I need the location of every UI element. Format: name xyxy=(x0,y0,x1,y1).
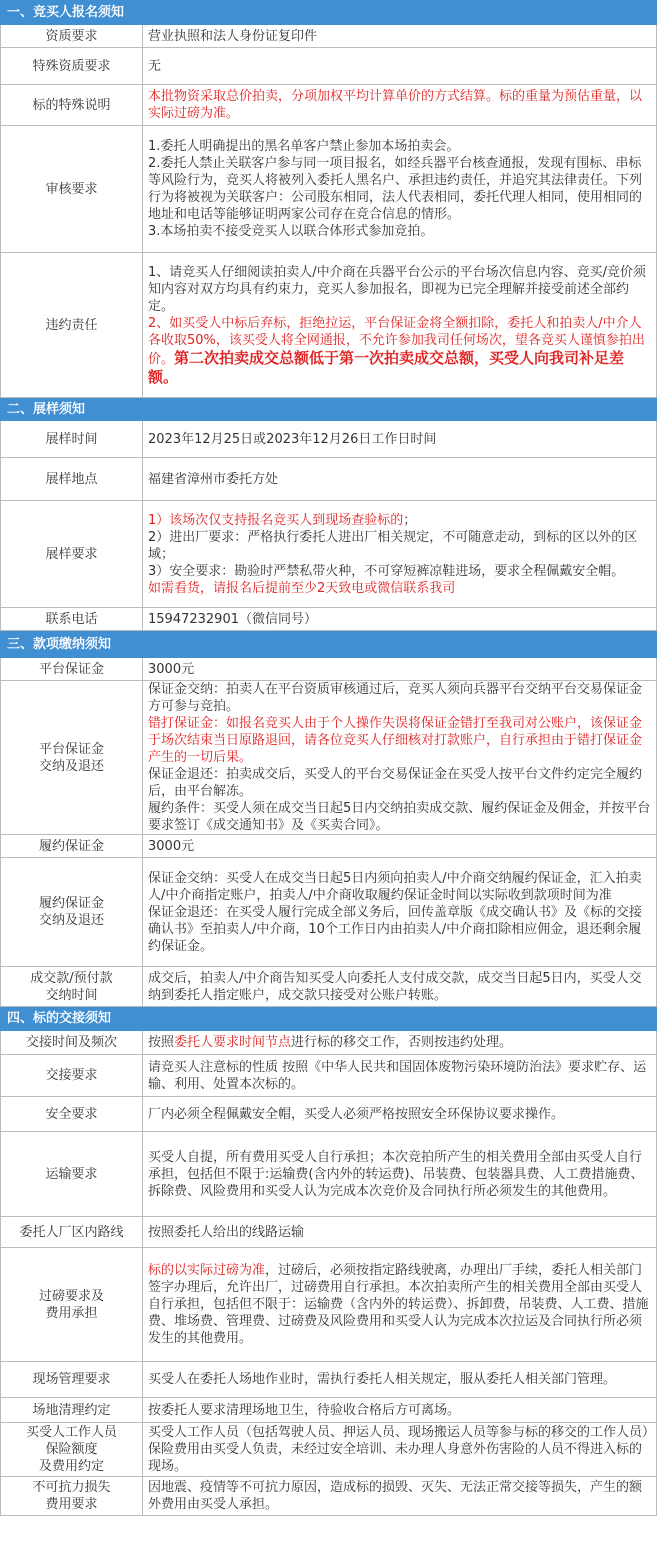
table-row xyxy=(1,1097,657,1132)
highlighted-text: 本批物资采取总价拍卖，分项加权平均计算单价的方式结算。标的重量为预估重量，以实际过磅为准。 xyxy=(148,89,643,121)
handover-section-header xyxy=(1,1007,657,1031)
table-row xyxy=(1,85,657,126)
table-row xyxy=(1,126,657,253)
row-label: 交接要求 xyxy=(1,1055,143,1097)
row-label: 履约保证金 xyxy=(1,835,143,858)
value-text: 按照 xyxy=(148,1035,175,1050)
value-line xyxy=(148,838,651,855)
table-row xyxy=(1,1398,657,1423)
row-value xyxy=(143,1055,657,1097)
row-label: 展样地点 xyxy=(1,458,143,501)
row-value xyxy=(143,608,657,631)
table-row xyxy=(1,25,657,48)
value-line xyxy=(148,431,651,448)
row-value xyxy=(143,835,657,858)
row-value xyxy=(143,25,657,48)
value-line xyxy=(148,970,651,1004)
row-label: 过磅要求及 费用承担 xyxy=(1,1248,143,1362)
row-value xyxy=(143,1423,657,1477)
row-value xyxy=(143,421,657,458)
section-title: 四、标的交接须知 xyxy=(1,1007,657,1031)
row-label: 资质要求 xyxy=(1,25,143,48)
table-row xyxy=(1,1132,657,1217)
value-line xyxy=(148,904,651,955)
table-row xyxy=(1,1031,657,1055)
row-label: 平台保证金 交纳及退还 xyxy=(1,681,143,835)
section-title: 三、款项缴纳须知 xyxy=(1,631,657,658)
value-text: 买受人在委托人场地作业时，需执行委托人相关规定，服从委托人相关部门管理。 xyxy=(148,1372,617,1387)
highlighted-text: 1）该场次 xyxy=(148,512,209,528)
row-label: 委托人厂区内路线 xyxy=(1,1217,143,1248)
value-line xyxy=(148,1106,651,1123)
row-label: 展样要求 xyxy=(1,501,143,608)
row-value xyxy=(143,1031,657,1055)
table-row xyxy=(1,501,657,608)
highlighted-text: 第二次拍卖成交总额低于第一次拍卖成交总额，买受人向我司补足差额。 xyxy=(148,348,625,386)
value-line xyxy=(148,138,651,155)
table-row xyxy=(1,1362,657,1398)
value-text: ； xyxy=(403,512,417,528)
row-label: 联系电话 xyxy=(1,608,143,631)
value-text: 请竞买人注意标的性质 按照《中华人民共和国固体废物污染环境防治法》要求贮存、运输、利用、处置本次标的。 xyxy=(148,1059,647,1092)
row-value xyxy=(143,501,657,608)
sample-viewing-section-header xyxy=(1,398,657,421)
row-label: 特殊资质要求 xyxy=(1,48,143,85)
row-value xyxy=(143,858,657,967)
highlighted-text: 错打保证金：如报名竞买人由于个人操作失误将保证金错打至我司对公账户，该保证金于场次结束当日原路退回，请各位竞买人仔细核对打款账户，自行承担由于错打保证金产生的一切后果。 xyxy=(148,716,643,765)
table-row xyxy=(1,458,657,501)
table-row xyxy=(1,681,657,835)
value-line xyxy=(148,223,651,240)
section-title: 二、展样须知 xyxy=(1,398,657,421)
value-line xyxy=(148,1224,651,1241)
value-text: 福建省漳州市委托方处 xyxy=(148,471,279,487)
value-text: 3.本场拍卖不接受竞买人以联合体形式参加竞拍。 xyxy=(148,224,434,239)
row-label: 买受人工作人员 保险额度 及费用约定 xyxy=(1,1423,143,1477)
value-line xyxy=(148,1034,651,1051)
row-value xyxy=(143,681,657,835)
value-text: 进行标的移交工作，否则按违约处理。 xyxy=(291,1035,513,1050)
payment-section-header xyxy=(1,631,657,658)
row-label: 运输要求 xyxy=(1,1132,143,1217)
value-text: 2.委托人禁止关联客户参与同一项目报名，如经兵器平台核查通报，发现有围标、串标等风险行为，竞买人将被列入委托人黑名户、承担违约责任，并追究其法律责任。下列行为将被视为关联客户：公司股东相同，法人代表相同，委托代理人相同，使用相同的地址和电话等能够证明两家公司存在竞合信息的情形。 xyxy=(148,156,643,222)
value-line xyxy=(148,800,651,834)
value-line xyxy=(148,580,651,597)
table-row xyxy=(1,421,657,458)
value-text: 3）安全要求：勘验时严禁私带火种，不可穿短裤凉鞋进场，要求全程佩戴安全帽。 xyxy=(148,563,625,579)
row-value xyxy=(143,458,657,501)
row-value xyxy=(143,48,657,85)
registration-notice-section-header xyxy=(1,1,657,25)
row-label: 现场管理要求 xyxy=(1,1362,143,1398)
highlighted-text: 仅支持报名竞买人到现场查验标的 xyxy=(208,512,404,528)
row-value xyxy=(143,967,657,1007)
row-value xyxy=(143,1097,657,1132)
value-text: 无 xyxy=(148,58,162,74)
value-text: 15947232901（微信同号） xyxy=(148,611,317,627)
value-line xyxy=(148,28,651,45)
row-value xyxy=(143,1362,657,1398)
table-row xyxy=(1,1248,657,1362)
highlighted-text: 2、如买受人中标后弃标，拒绝拉运，平台保证金将全额扣除，委托人和拍卖人/中介人各收取50%，该买受人将全网通报，不允许参加我司任何场次，望各竞买人谨慎参拍出价。 xyxy=(148,315,645,367)
row-value xyxy=(143,126,657,253)
row-value xyxy=(143,1217,657,1248)
row-label: 成交款/预付款 交纳时间 xyxy=(1,967,143,1007)
section-title: 一、竞买人报名须知 xyxy=(1,1,657,25)
value-line xyxy=(148,715,651,766)
highlighted-text: 标的以实际过磅为准 xyxy=(148,1263,266,1278)
table-row xyxy=(1,1055,657,1097)
table-row xyxy=(1,48,657,85)
row-label: 平台保证金 xyxy=(1,658,143,681)
value-text: 保证金退还：在买受人履行完成全部义务后，回传盖章版《成交确认书》及《标的交接确认书》至拍卖人/中介商，10个工作日内由拍卖人/中介商扣除相应佣金，退还剩余履约保证金。 xyxy=(148,904,643,954)
value-text: 履约条件：买受人须在成交当日起5日内交纳拍卖成交款、履约保证金及佣金，并按平台要求签订《成交通知书》及《买卖合同》。 xyxy=(148,801,651,833)
value-line xyxy=(148,529,651,563)
row-label: 安全要求 xyxy=(1,1097,143,1132)
value-line xyxy=(148,264,651,315)
table-row xyxy=(1,858,657,967)
value-line xyxy=(148,870,651,904)
value-line xyxy=(148,1262,651,1347)
row-value xyxy=(143,1132,657,1217)
value-text: 3000元 xyxy=(148,661,195,677)
value-line xyxy=(148,1371,651,1388)
value-text: 成交后，拍卖人/中介商告知买受人向委托人支付成交款，成交当日起5日内，买受人交纳到委托人指定账户，成交款只接受对公账户转账。 xyxy=(148,970,642,1003)
row-value xyxy=(143,85,657,126)
row-label: 标的特殊说明 xyxy=(1,85,143,126)
value-text: 1.委托人明确提出的黑名单客户禁止参加本场拍卖会。 xyxy=(148,139,460,154)
highlighted-text: 如需看货，请报名后提前至少2天致电或微信联系我司 xyxy=(148,580,456,596)
row-label: 展样时间 xyxy=(1,421,143,458)
row-value xyxy=(143,1248,657,1362)
value-line xyxy=(148,155,651,223)
value-text: 1、请竞买人仔细阅读拍卖人/中介商在兵器平台公示的平台场次信息内容、竞买/竞价须知内容对双方均具有约束力，竞买人参加报名，即视为已完全理解并接受前述全部约定。 xyxy=(148,264,647,314)
value-line xyxy=(148,58,651,75)
row-label: 场地清理约定 xyxy=(1,1398,143,1423)
table-row xyxy=(1,658,657,681)
value-text: 3000元 xyxy=(148,838,195,854)
value-text: 2）进出厂要求：严格执行委托人进出厂相关规定，不可随意走动，到标的区以外的区域； xyxy=(148,529,638,562)
value-text: 因地震、疫情等不可抗力原因，造成标的损毁、灭失、无法正常交接等损失，产生的额外费用由买受人承担。 xyxy=(148,1480,643,1512)
value-text: 买受人工作人员（包括驾驶人员、押运人员、现场搬运人员等参与标的移交的工作人员）保险费用由买受人负责，未经过安全培训、未办理人身意外伤害险的人员不得进入标的现场。 xyxy=(148,1425,649,1474)
value-line xyxy=(148,611,651,628)
row-value xyxy=(143,658,657,681)
row-value xyxy=(143,253,657,398)
table-row xyxy=(1,253,657,398)
value-text: ，过磅后，必须按指定路线驶离，办理出厂手续，委托人相关部门签字办理后，允许出厂，过磅费用自行承担。本次拍卖所产生的相关费用全部由买受人自行承担，包括但不限于：运输费（含内外的转运费）、拆卸费，吊装费、人工费、措施费、堆场费、管理费、过磅费及风险费用和买受人认为完成本次拉运及合同执行所必须发生的其他费用。 xyxy=(148,1263,649,1346)
value-text: 按照委托人给出的线路运输 xyxy=(148,1224,305,1240)
row-label: 违约责任 xyxy=(1,253,143,398)
value-line xyxy=(148,471,651,488)
table-row xyxy=(1,608,657,631)
value-line xyxy=(148,1402,651,1419)
table-row xyxy=(1,967,657,1007)
value-line xyxy=(148,681,651,715)
row-label: 不可抗力损失 费用要求 xyxy=(1,1477,143,1516)
value-text: 营业执照和法人身份证复印件 xyxy=(148,28,318,44)
table-row xyxy=(1,1217,657,1248)
row-label: 审核要求 xyxy=(1,126,143,253)
value-text: 2023年12月25日或2023年12月26日工作日时间 xyxy=(148,431,437,447)
value-line xyxy=(148,315,651,387)
value-line xyxy=(148,1059,651,1093)
row-value xyxy=(143,1477,657,1516)
value-line xyxy=(148,563,651,580)
row-label: 履约保证金 交纳及退还 xyxy=(1,858,143,967)
value-text: 按委托人要求清理场地卫生，待验收合格后方可离场。 xyxy=(148,1402,461,1418)
value-line xyxy=(148,512,651,529)
value-line xyxy=(148,88,651,122)
value-text: 保证金退还：拍卖成交后，买受人的平台交易保证金在买受人按平台文件约定完全履约后，由平台解冻。 xyxy=(148,767,643,799)
value-text: 保证金交纳：拍卖人在平台资质审核通过后，竞买人须向兵器平台交纳平台交易保证金方可参与竞拍。 xyxy=(148,682,643,714)
value-line xyxy=(148,1424,651,1475)
table-row xyxy=(1,1477,657,1516)
table-row xyxy=(1,835,657,858)
row-label: 交接时间及频次 xyxy=(1,1031,143,1055)
value-line xyxy=(148,1149,651,1200)
value-line xyxy=(148,1479,651,1513)
value-text: 买受人自提，所有费用买受人自行承担；本次竞拍所产生的相关费用全部由买受人自行承担，包括但不限于:运输费(含内外的转运费)、吊装费、包装器具费、人工费措施费、拆除费、风险费用和买受人认为完成本次竞价及合同执行所必须发生的其他费用。 xyxy=(148,1149,644,1199)
value-line xyxy=(148,766,651,800)
row-value xyxy=(143,1398,657,1423)
highlighted-text: 委托人要求时间节点 xyxy=(174,1035,292,1050)
value-text: 保证金交纳：买受人在成交当日起5日内须向拍卖人/中介商交纳履约保证金，汇入拍卖人/中介商指定账户，拍卖人/中介商收取履约保证金时间以实际收到款项时间为准 xyxy=(148,870,642,903)
table-row xyxy=(1,1423,657,1477)
value-line xyxy=(148,661,651,678)
value-text: 厂内必须全程佩戴安全帽，买受人必须严格按照安全环保协议要求操作。 xyxy=(148,1106,565,1122)
